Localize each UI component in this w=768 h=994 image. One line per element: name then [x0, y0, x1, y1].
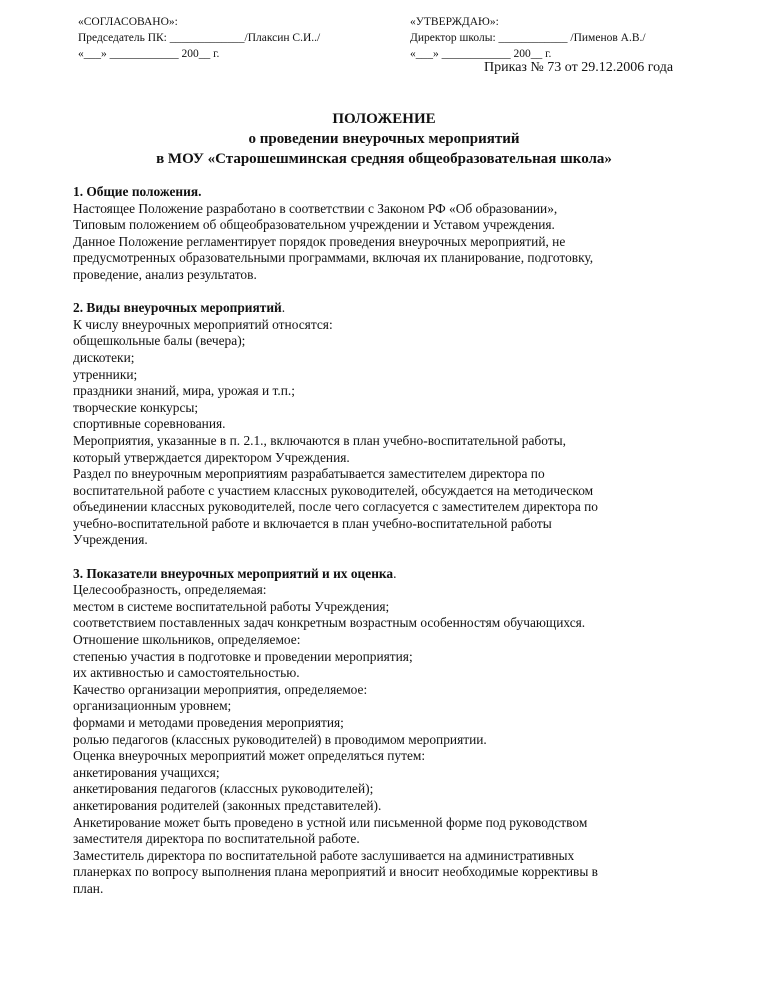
list-item: местом в системе воспитательной работы Учреждения; — [73, 598, 390, 614]
paragraph-line: воспитательной работе с участием классных руководителей, обсуждается на методическом — [73, 482, 594, 498]
paragraph-line: планерках по вопросу выполнения плана мероприятий и вносит необходимые коррективы в — [73, 864, 599, 880]
section-2-text — [73, 317, 698, 549]
section-1-text — [73, 201, 698, 284]
paragraph-line: Целесообразность, определяемая: — [73, 582, 267, 598]
director-signature-line: Директор школы: ____________ /Пименов А.В./ — [410, 32, 646, 44]
agreed-date-line: «___» ____________ 200__ г. — [78, 48, 220, 60]
paragraph-line: Качество организации мероприятия, определяемое: — [73, 681, 368, 697]
list-item: дискотеки; — [73, 349, 135, 365]
paragraph-line: который утверждается директором Учреждения. — [73, 449, 350, 465]
paragraph-line: Учреждения. — [73, 532, 148, 548]
paragraph-line: Данное Положение регламентирует порядок проведения внеурочных мероприятий, не — [73, 233, 566, 249]
paragraph-line: Заместитель директора по воспитательной работе заслушивается на административных — [73, 847, 575, 863]
list-item: утренники; — [73, 366, 138, 382]
order-reference: Приказ № 73 от 29.12.2006 года — [484, 60, 674, 75]
paragraph-line: план. — [73, 880, 104, 896]
approved-date-line: «___» ____________ 200__ г. — [410, 48, 552, 60]
approval-block-agreed — [78, 14, 320, 62]
paragraph-line: Оценка внеурочных мероприятий может определяться путем: — [73, 748, 426, 764]
approval-block-approved — [410, 14, 646, 62]
approved-label: «УТВЕРЖДАЮ»: — [410, 16, 499, 28]
union-chair-signature-line: Председатель ПК: _____________/Плаксин С.И../ — [78, 32, 321, 44]
paragraph-gap — [73, 284, 698, 301]
agreed-label: «СОГЛАСОВАНО»: — [78, 16, 178, 28]
list-item: спортивные соревнования. — [73, 416, 226, 432]
list-item: анкетирования учащихся; — [73, 764, 220, 780]
list-item: праздники знаний, мира, урожая и т.п.; — [73, 383, 295, 399]
paragraph-line: Отношение школьников, определяемое: — [73, 632, 301, 648]
paragraph-line: Типовым положением об общеобразовательном учреждении и Уставом учреждения. — [73, 217, 555, 233]
paragraph-gap — [73, 549, 698, 566]
list-item: организационным уровнем; — [73, 698, 232, 714]
paragraph-line: учебно-воспитательной работе и включается в план учебно-воспитательной работы — [73, 515, 552, 531]
paragraph-line: проведение, анализ результатов. — [73, 266, 257, 282]
list-item: соответствием поставленных задач конкретным возрастным особенностям обучающихся. — [73, 615, 586, 631]
section-3-heading: 3. Показатели внеурочных мероприятий и их оценка. — [73, 565, 397, 581]
document-title — [0, 109, 768, 169]
list-item: степенью участия в подготовке и проведении мероприятия; — [73, 648, 413, 664]
section-1-heading: 1. Общие положения. — [73, 184, 202, 199]
list-item: их активностью и самостоятельностью. — [73, 665, 300, 681]
section-2-heading: 2. Виды внеурочных мероприятий. — [73, 300, 286, 316]
title-line-3: в МОУ «Старошешминская средняя общеобразовательная школа» — [156, 151, 612, 167]
list-item: творческие конкурсы; — [73, 399, 199, 415]
paragraph-line: Настоящее Положение разработано в соответствии с Законом РФ «Об образовании», — [73, 200, 558, 216]
paragraph-line: предусмотренных образовательными программами, включая их планирование, подготовку, — [73, 250, 594, 266]
title-line-1: ПОЛОЖЕНИЕ — [332, 111, 436, 127]
paragraph-line: объединении классных руководителей, после чего согласуется с заместителем директора по — [73, 499, 598, 515]
section-3-text — [73, 582, 698, 897]
list-item: формами и методами проведения мероприятия; — [73, 715, 344, 730]
paragraph-line: Мероприятия, указанные в п. 2.1., включаются в план учебно-воспитательной работы, — [73, 432, 566, 448]
document-body — [73, 184, 698, 898]
paragraph-line: К числу внеурочных мероприятий относятся: — [73, 316, 333, 332]
list-item: анкетирования родителей (законных представителей). — [73, 797, 382, 813]
list-item: ролью педагогов (классных руководителей) в проводимом мероприятии. — [73, 731, 487, 747]
paragraph-line: Раздел по внеурочным мероприятиям разрабатывается заместителем директора по — [73, 466, 545, 482]
list-item: анкетирования педагогов (классных руководителей); — [73, 781, 374, 797]
paragraph-line: заместителя директора по воспитательной работе. — [73, 831, 360, 847]
paragraph-line: Анкетирование может быть проведено в устной или письменной форме под руководством — [73, 814, 588, 830]
list-item: общешкольные балы (вечера); — [73, 333, 246, 349]
title-line-2: о проведении внеурочных мероприятий — [248, 131, 520, 147]
